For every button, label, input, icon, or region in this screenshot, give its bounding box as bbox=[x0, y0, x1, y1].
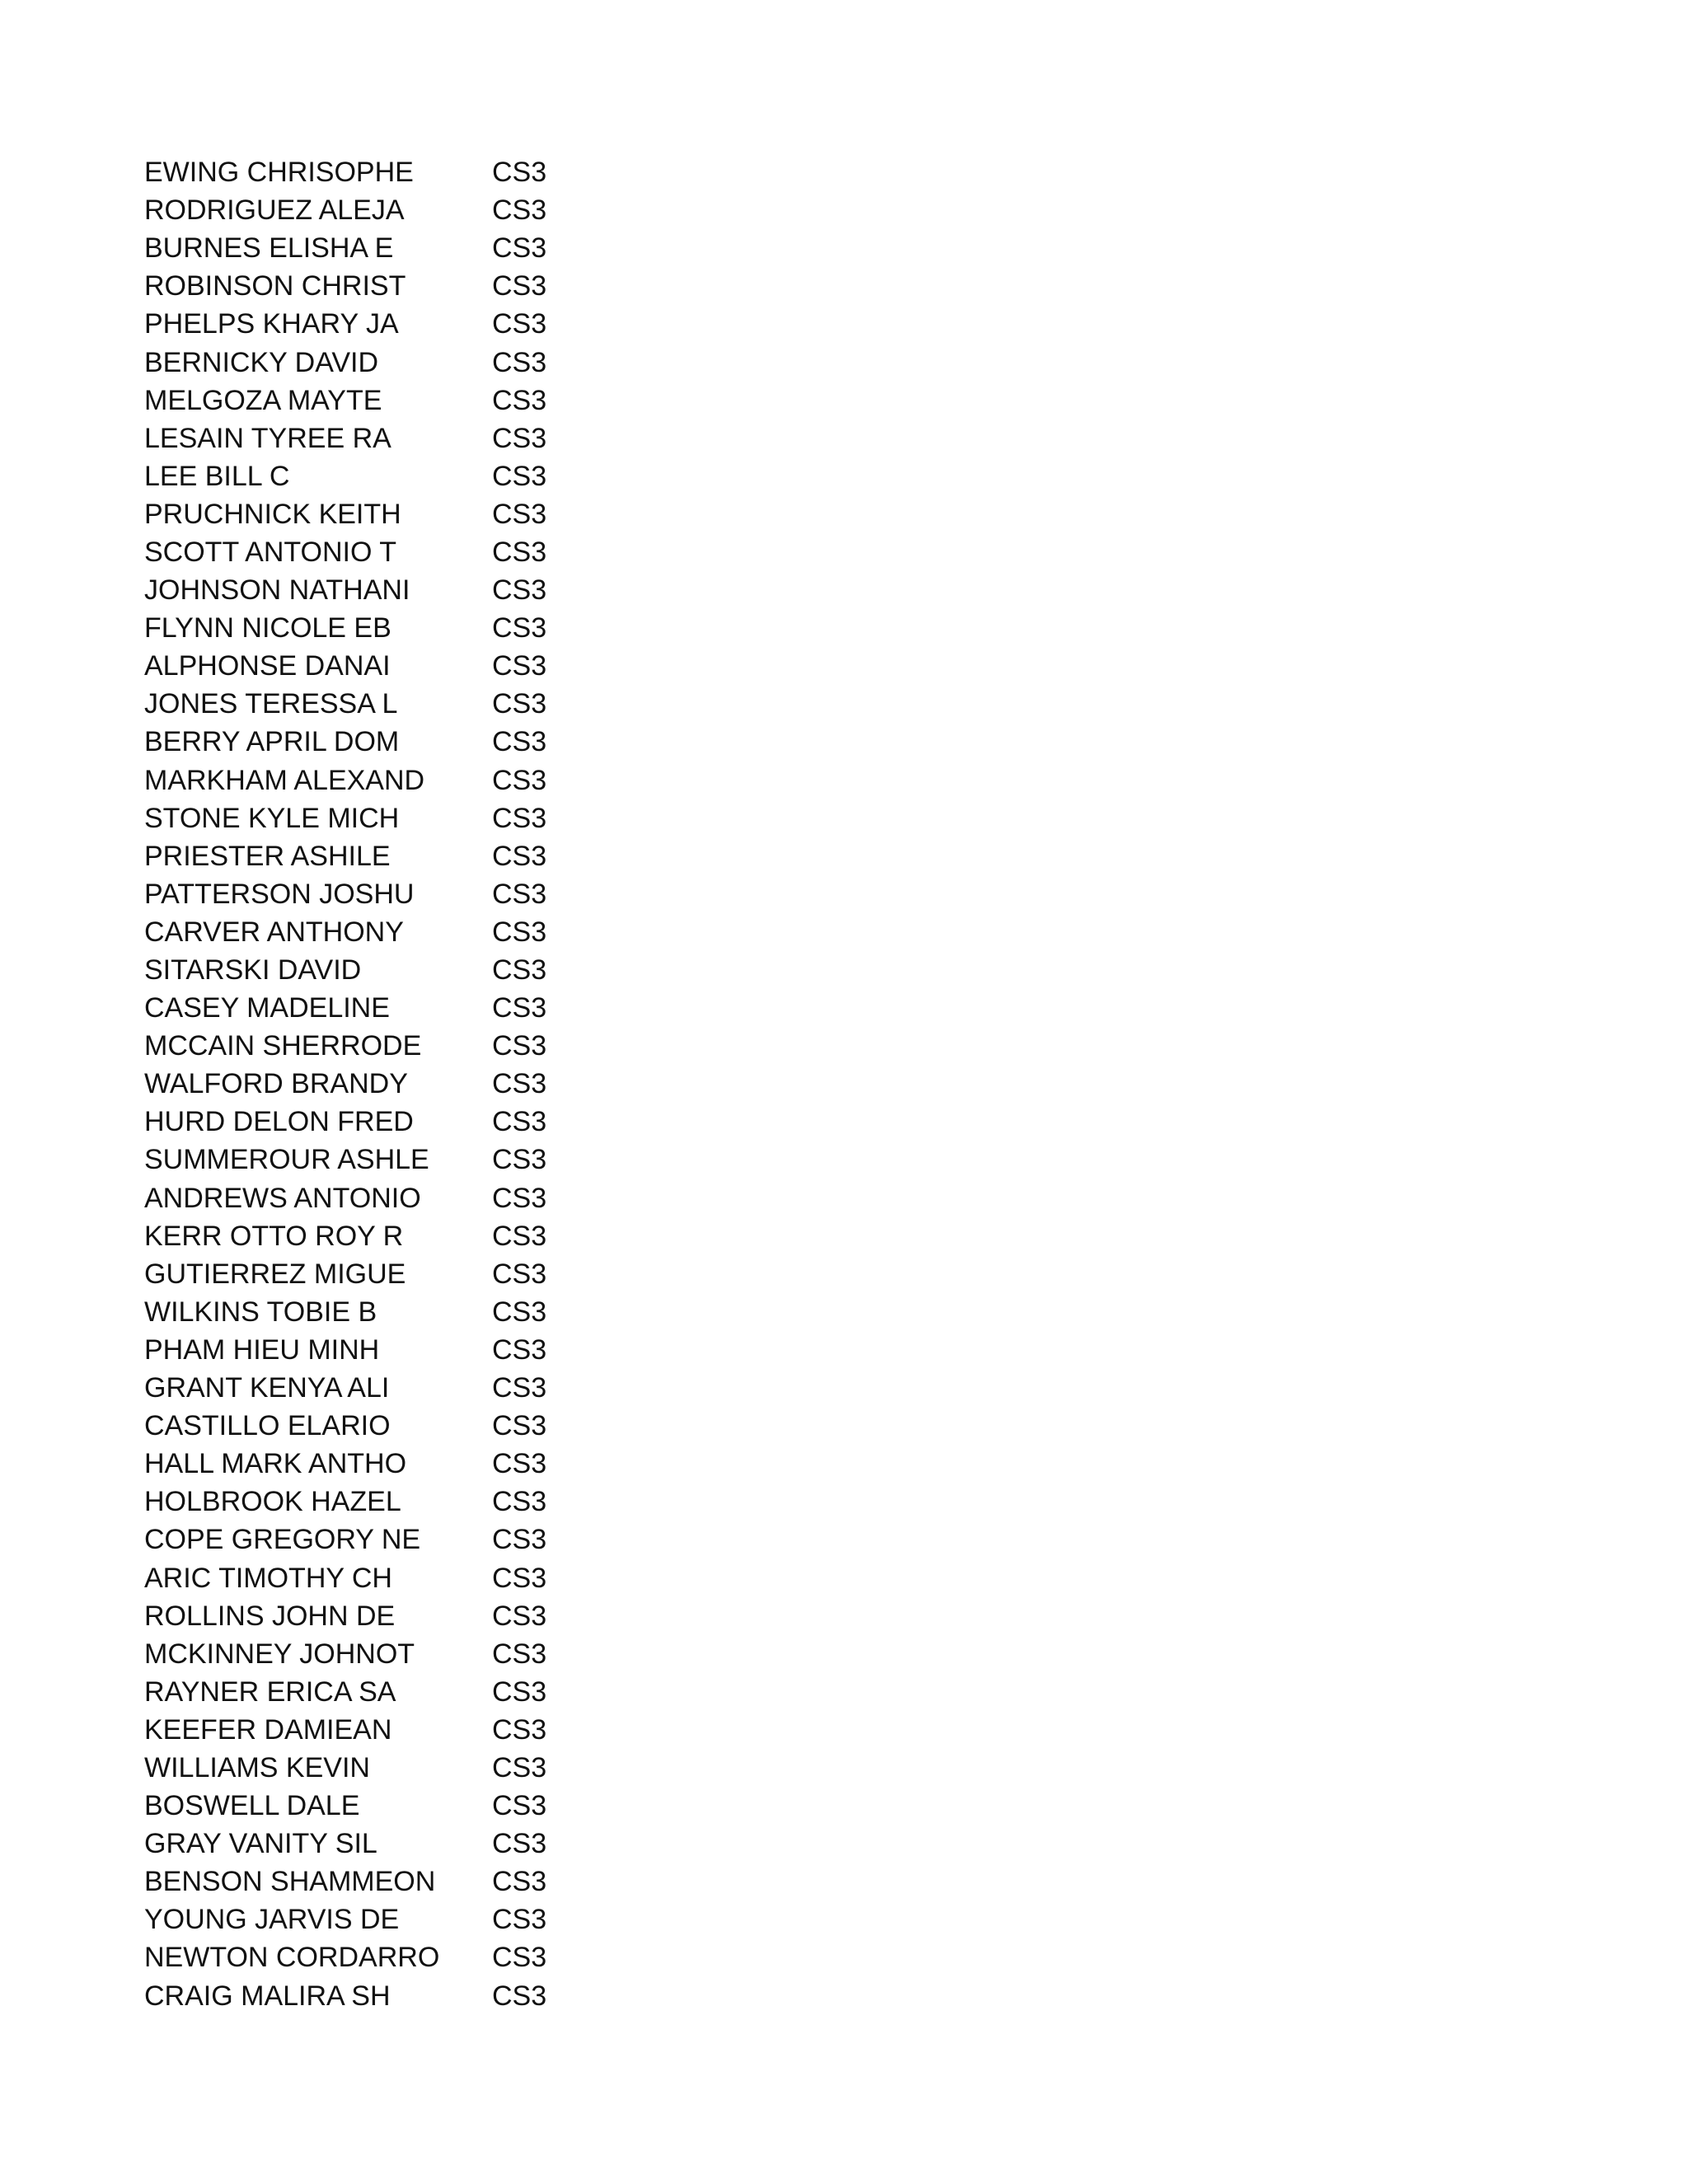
roster-code: CS3 bbox=[492, 1333, 547, 1366]
roster-code: CS3 bbox=[492, 460, 547, 492]
roster-name: BURNES ELISHA E bbox=[144, 232, 394, 265]
roster-name: CARVER ANTHONY bbox=[144, 916, 404, 948]
roster-name: WILLIAMS KEVIN bbox=[144, 1751, 370, 1783]
roster-name: JOHNSON NATHANI bbox=[144, 574, 410, 607]
roster-name: YOUNG JARVIS DE bbox=[144, 1904, 400, 1936]
roster-row bbox=[144, 1558, 639, 1596]
roster-row bbox=[144, 1293, 639, 1331]
roster-code: CS3 bbox=[492, 1524, 547, 1556]
roster-row bbox=[144, 1938, 639, 1976]
roster-name: KERR OTTO ROY R bbox=[144, 1220, 404, 1252]
roster-name: BERRY APRIL DOM bbox=[144, 726, 400, 758]
roster-code: CS3 bbox=[492, 536, 547, 568]
roster-row bbox=[144, 229, 639, 267]
roster-code: CS3 bbox=[492, 1790, 547, 1822]
roster-row bbox=[144, 837, 639, 875]
roster-row bbox=[144, 495, 639, 533]
roster-row bbox=[144, 1597, 639, 1635]
roster-name: HALL MARK ANTHO bbox=[144, 1448, 407, 1480]
roster-code: CS3 bbox=[492, 1106, 547, 1138]
roster-code: CS3 bbox=[492, 726, 547, 758]
roster-name: GRANT KENYA ALI bbox=[144, 1372, 390, 1404]
roster-row bbox=[144, 1977, 639, 2015]
roster-code: CS3 bbox=[492, 1638, 547, 1670]
roster-name: BOSWELL DALE bbox=[144, 1790, 360, 1822]
roster-name: HOLBROOK HAZEL bbox=[144, 1486, 401, 1518]
roster-code: CS3 bbox=[492, 1296, 547, 1328]
roster-code: CS3 bbox=[492, 1030, 547, 1062]
roster-code: CS3 bbox=[492, 308, 547, 340]
roster-row bbox=[144, 1787, 639, 1825]
roster-code: CS3 bbox=[492, 1980, 547, 2012]
roster-name: BENSON SHAMMEON bbox=[144, 1866, 436, 1898]
roster-row bbox=[144, 1635, 639, 1673]
roster-code: CS3 bbox=[492, 1486, 547, 1518]
roster-row bbox=[144, 191, 639, 229]
roster-code: CS3 bbox=[492, 1675, 547, 1708]
roster-code: CS3 bbox=[492, 650, 547, 682]
roster-row bbox=[144, 1521, 639, 1558]
roster-name: PHELPS KHARY JA bbox=[144, 308, 399, 340]
roster-row bbox=[144, 343, 639, 381]
roster-code: CS3 bbox=[492, 764, 547, 796]
roster-row bbox=[144, 1217, 639, 1255]
roster-code: CS3 bbox=[492, 1182, 547, 1214]
roster-name: SCOTT ANTONIO T bbox=[144, 536, 397, 568]
roster-row bbox=[144, 875, 639, 913]
roster-name: PRIESTER ASHILE bbox=[144, 840, 391, 872]
roster-name: PRUCHNICK KEITH bbox=[144, 498, 401, 530]
roster-code: CS3 bbox=[492, 1866, 547, 1898]
roster-name: PHAM HIEU MINH bbox=[144, 1333, 380, 1366]
roster-name: CRAIG MALIRA SH bbox=[144, 1980, 391, 2012]
roster-code: CS3 bbox=[492, 157, 547, 189]
roster-code: CS3 bbox=[492, 688, 547, 720]
roster-code: CS3 bbox=[492, 878, 547, 910]
roster-row bbox=[144, 762, 639, 799]
roster-row bbox=[144, 533, 639, 571]
roster-row bbox=[144, 1825, 639, 1863]
roster-code: CS3 bbox=[492, 992, 547, 1024]
roster-name: RAYNER ERICA SA bbox=[144, 1675, 396, 1708]
roster-code: CS3 bbox=[492, 270, 547, 302]
roster-name: ANDREWS ANTONIO bbox=[144, 1182, 421, 1214]
roster-name: WILKINS TOBIE B bbox=[144, 1296, 377, 1328]
roster-name: ARIC TIMOTHY CH bbox=[144, 1562, 392, 1594]
roster-row bbox=[144, 1179, 639, 1217]
roster-code: CS3 bbox=[492, 954, 547, 987]
roster-row bbox=[144, 1331, 639, 1369]
roster-row bbox=[144, 1027, 639, 1065]
roster-code: CS3 bbox=[492, 802, 547, 834]
roster-name: SITARSKI DAVID bbox=[144, 954, 362, 987]
roster-name: STONE KYLE MICH bbox=[144, 802, 400, 834]
roster-row bbox=[144, 1711, 639, 1749]
roster-row bbox=[144, 799, 639, 837]
roster-row bbox=[144, 609, 639, 647]
roster-code: CS3 bbox=[492, 1372, 547, 1404]
roster-row bbox=[144, 989, 639, 1027]
roster-row bbox=[144, 1407, 639, 1445]
roster-row bbox=[144, 1483, 639, 1521]
roster-name: PATTERSON JOSHU bbox=[144, 878, 415, 910]
roster-code: CS3 bbox=[492, 1410, 547, 1442]
roster-name: CASTILLO ELARIO bbox=[144, 1410, 391, 1442]
roster-row bbox=[144, 571, 639, 609]
roster-code: CS3 bbox=[492, 574, 547, 607]
roster-name: LESAIN TYREE RA bbox=[144, 422, 392, 454]
roster-row bbox=[144, 267, 639, 305]
roster-name: MARKHAM ALEXAND bbox=[144, 764, 425, 796]
roster-list bbox=[144, 153, 639, 2015]
roster-name: FLYNN NICOLE EB bbox=[144, 612, 392, 644]
roster-code: CS3 bbox=[492, 840, 547, 872]
roster-name: GUTIERREZ MIGUE bbox=[144, 1258, 406, 1290]
roster-name: RODRIGUEZ ALEJA bbox=[144, 194, 405, 227]
roster-code: CS3 bbox=[492, 194, 547, 227]
roster-code: CS3 bbox=[492, 232, 547, 265]
roster-code: CS3 bbox=[492, 346, 547, 378]
roster-name: SUMMEROUR ASHLE bbox=[144, 1144, 429, 1176]
roster-code: CS3 bbox=[492, 1144, 547, 1176]
roster-code: CS3 bbox=[492, 916, 547, 948]
roster-code: CS3 bbox=[492, 1448, 547, 1480]
roster-name: BERNICKY DAVID bbox=[144, 346, 379, 378]
roster-name: NEWTON CORDARRO bbox=[144, 1942, 440, 1974]
roster-name: MELGOZA MAYTE bbox=[144, 384, 382, 416]
roster-name: MCCAIN SHERRODE bbox=[144, 1030, 422, 1062]
roster-row bbox=[144, 1673, 639, 1711]
roster-code: CS3 bbox=[492, 1828, 547, 1860]
roster-row bbox=[144, 1900, 639, 1938]
roster-row bbox=[144, 1255, 639, 1293]
roster-name: CASEY MADELINE bbox=[144, 992, 390, 1024]
roster-name: ALPHONSE DANAI bbox=[144, 650, 391, 682]
roster-row bbox=[144, 723, 639, 761]
roster-name: HURD DELON FRED bbox=[144, 1106, 414, 1138]
roster-row bbox=[144, 647, 639, 685]
roster-name: COPE GREGORY NE bbox=[144, 1524, 421, 1556]
roster-code: CS3 bbox=[492, 1713, 547, 1746]
roster-row bbox=[144, 1863, 639, 1900]
roster-row bbox=[144, 1141, 639, 1179]
roster-code: CS3 bbox=[492, 1562, 547, 1594]
roster-name: GRAY VANITY SIL bbox=[144, 1828, 377, 1860]
roster-row bbox=[144, 419, 639, 457]
roster-code: CS3 bbox=[492, 1942, 547, 1974]
roster-row bbox=[144, 913, 639, 951]
roster-code: CS3 bbox=[492, 1904, 547, 1936]
roster-code: CS3 bbox=[492, 1600, 547, 1632]
roster-row bbox=[144, 457, 639, 495]
roster-row bbox=[144, 1369, 639, 1407]
roster-code: CS3 bbox=[492, 1220, 547, 1252]
roster-code: CS3 bbox=[492, 498, 547, 530]
roster-name: WALFORD BRANDY bbox=[144, 1068, 408, 1100]
roster-code: CS3 bbox=[492, 1068, 547, 1100]
roster-row bbox=[144, 685, 639, 723]
roster-row bbox=[144, 305, 639, 343]
roster-name: ROBINSON CHRIST bbox=[144, 270, 406, 302]
roster-row bbox=[144, 1103, 639, 1141]
roster-code: CS3 bbox=[492, 1258, 547, 1290]
roster-row bbox=[144, 382, 639, 419]
roster-name: ROLLINS JOHN DE bbox=[144, 1600, 396, 1632]
roster-name: KEEFER DAMIEAN bbox=[144, 1713, 392, 1746]
roster-row bbox=[144, 951, 639, 989]
roster-row bbox=[144, 153, 639, 191]
roster-name: MCKINNEY JOHNOT bbox=[144, 1638, 415, 1670]
roster-name: LEE BILL C bbox=[144, 460, 290, 492]
roster-code: CS3 bbox=[492, 1751, 547, 1783]
roster-row bbox=[144, 1445, 639, 1483]
roster-name: EWING CHRISOPHE bbox=[144, 157, 414, 189]
roster-row bbox=[144, 1749, 639, 1787]
roster-row bbox=[144, 1065, 639, 1103]
roster-code: CS3 bbox=[492, 384, 547, 416]
roster-code: CS3 bbox=[492, 422, 547, 454]
roster-name: JONES TERESSA L bbox=[144, 688, 398, 720]
roster-code: CS3 bbox=[492, 612, 547, 644]
